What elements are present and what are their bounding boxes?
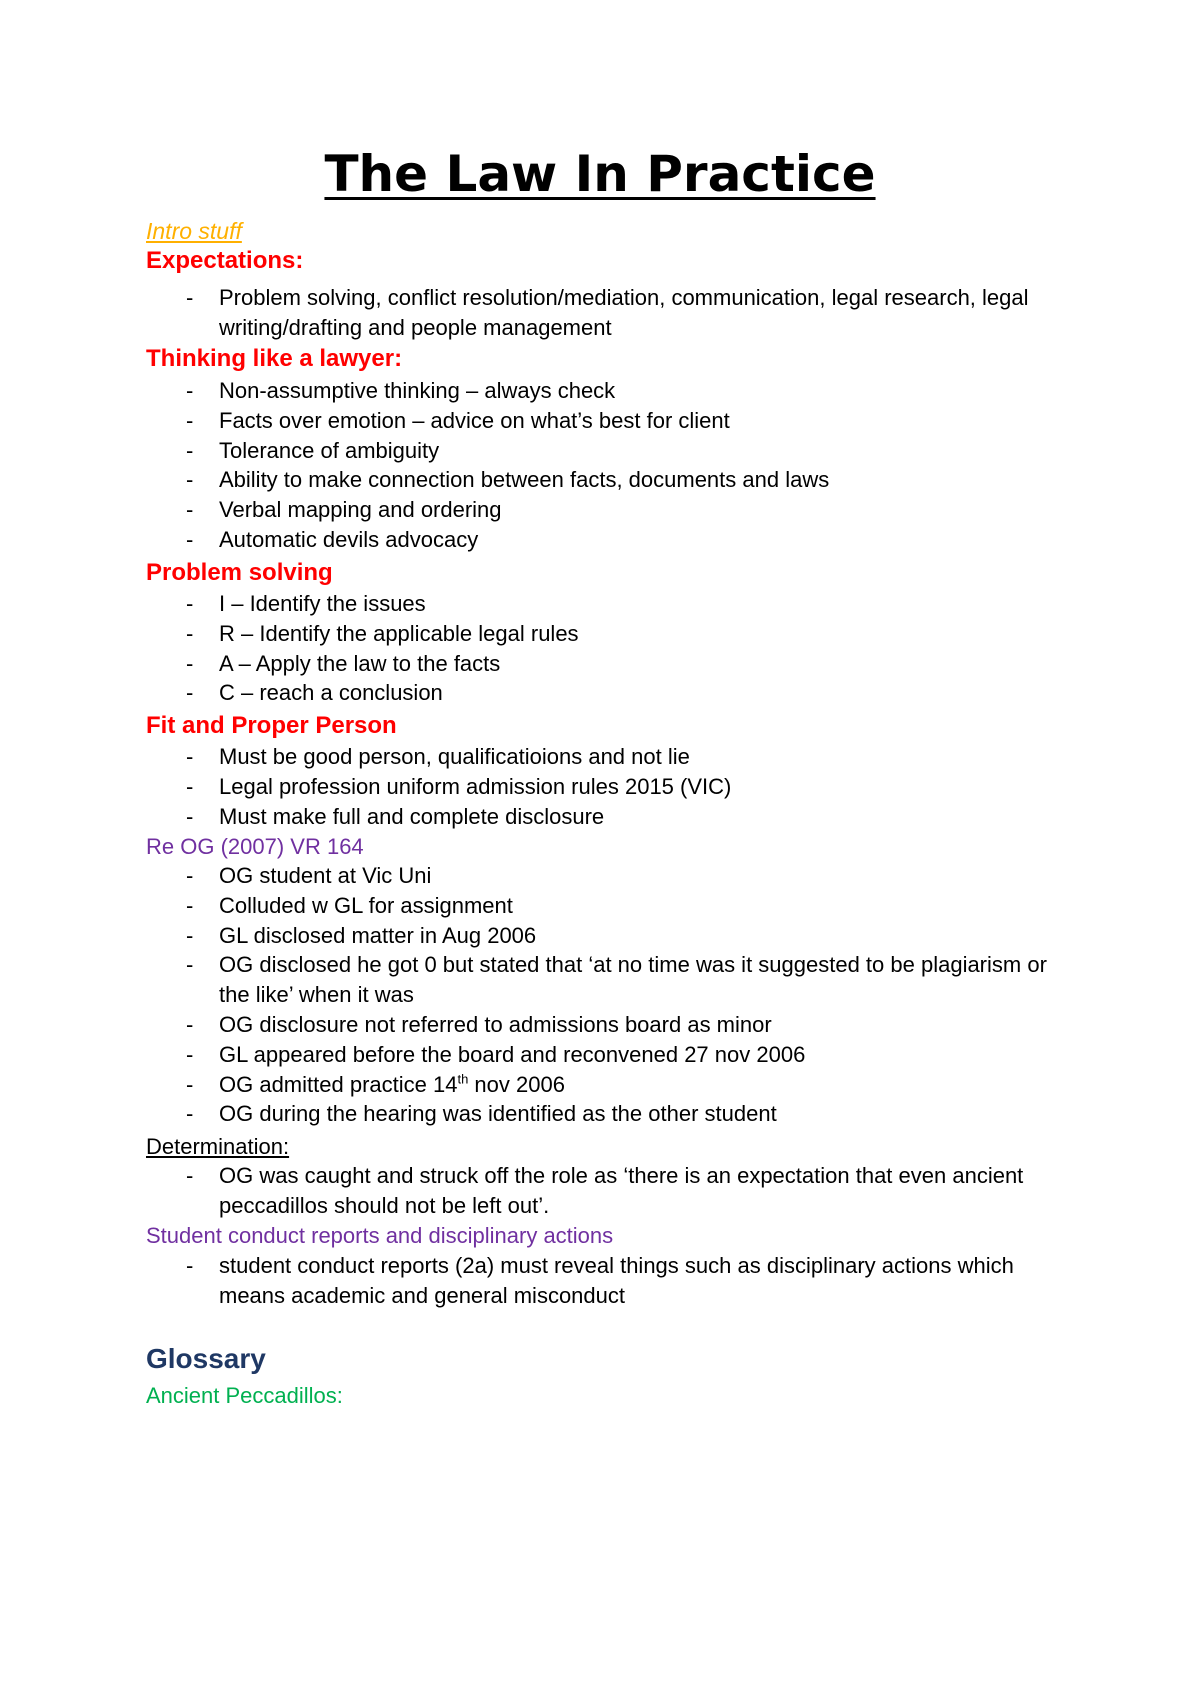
bullet-dash: - <box>186 526 194 552</box>
bullet-dash: - <box>186 650 194 676</box>
list-item: - OG admitted practice 14th nov 2006 <box>0 1070 1200 1100</box>
list-item: - Problem solving, conflict resolution/mediation, communication, legal research, legal writing/drafting and people management <box>186 285 1029 340</box>
list-item: - GL disclosed matter in Aug 2006 <box>0 921 1200 951</box>
bullet-dash: - <box>186 803 194 829</box>
determination-list <box>0 1161 1200 1221</box>
bullet-dash: - <box>186 1071 194 1097</box>
bullet-dash: - <box>186 922 194 948</box>
list-item: - Tolerance of ambiguity <box>0 436 1200 466</box>
fit-proper-heading: Fit and Proper Person <box>146 712 397 739</box>
bullet-dash: - <box>186 1011 194 1037</box>
list-item: - C – reach a conclusion <box>0 678 1200 708</box>
bullet-dash: - <box>186 892 194 918</box>
expectations-list <box>0 283 1200 343</box>
glossary-heading: Glossary <box>146 1343 266 1374</box>
list-item: - Verbal mapping and ordering <box>0 495 1200 525</box>
list-item: - GL appeared before the board and reconvened 27 nov 2006 <box>0 1040 1200 1070</box>
list-item: - Ability to make connection between facts, documents and laws <box>0 465 1200 495</box>
conduct-heading: Student conduct reports and disciplinary actions <box>146 1223 614 1248</box>
list-item: - A – Apply the law to the facts <box>0 649 1200 679</box>
problem-solving-list <box>0 589 1200 708</box>
list-item: - Automatic devils advocacy <box>0 525 1200 555</box>
list-item: - Must be good person, qualificatioions and not lie <box>0 742 1200 772</box>
case-heading: Re OG (2007) VR 164 <box>146 834 364 859</box>
bullet-dash: - <box>186 437 194 463</box>
bullet-dash: - <box>186 467 194 493</box>
bullet-dash: - <box>186 407 194 433</box>
bullet-dash: - <box>186 497 194 523</box>
list-item: - student conduct reports (2a) must reveal things such as disciplinary actions which means academic and general misconduct <box>186 1253 1014 1308</box>
thinking-list <box>0 376 1200 555</box>
bullet-dash: - <box>186 773 194 799</box>
bullet-dash: - <box>186 1253 194 1278</box>
bullet-dash: - <box>186 378 194 403</box>
list-item: - OG student at Vic Uni <box>0 861 1200 891</box>
bullet-dash: - <box>186 952 194 978</box>
case-facts-list <box>0 861 1200 1129</box>
list-item: - R – Identify the applicable legal rules <box>0 619 1200 649</box>
bullet-dash: - <box>186 744 194 769</box>
bullet-dash: - <box>186 620 194 646</box>
bullet-dash: - <box>186 1041 194 1067</box>
bullet-dash: - <box>186 591 194 616</box>
list-item: - I – Identify the issues <box>0 589 1200 619</box>
glossary-term: Ancient Peccadillos: <box>146 1383 343 1408</box>
bullet-dash: - <box>186 680 194 706</box>
thinking-heading: Thinking like a lawyer: <box>146 345 403 372</box>
fit-proper-list <box>0 742 1200 831</box>
intro-heading: Intro stuff <box>146 218 242 244</box>
list-item: - Facts over emotion – advice on what’s best for client <box>0 406 1200 436</box>
list-item: - OG during the hearing was identified as the other student <box>0 1099 1200 1129</box>
bullet-dash: - <box>186 1101 194 1127</box>
list-item: - Colluded w GL for assignment <box>0 891 1200 921</box>
determination-heading: Determination: <box>146 1134 290 1159</box>
conduct-list <box>0 1251 1200 1311</box>
list-item: - OG was caught and struck off the role as ‘there is an expectation that even ancient peccadillos should not be left out’. <box>186 1163 1024 1218</box>
bullet-dash: - <box>186 285 194 310</box>
list-item: - Legal profession uniform admission rules 2015 (VIC) <box>0 772 1200 802</box>
expectations-heading: Expectations: <box>146 247 304 274</box>
page-title: The Law In Practice <box>324 145 876 203</box>
bullet-dash: - <box>186 1163 194 1188</box>
list-item: - Must make full and complete disclosure <box>0 802 1200 832</box>
list-item: - OG disclosure not referred to admissions board as minor <box>0 1010 1200 1040</box>
problem-solving-heading: Problem solving <box>146 559 333 586</box>
list-item: - OG disclosed he got 0 but stated that ‘at no time was it suggested to be plagiarism or the like’ when it was <box>186 952 1047 1008</box>
list-item: - Non-assumptive thinking – always check <box>0 376 1200 406</box>
bullet-dash: - <box>186 863 194 888</box>
